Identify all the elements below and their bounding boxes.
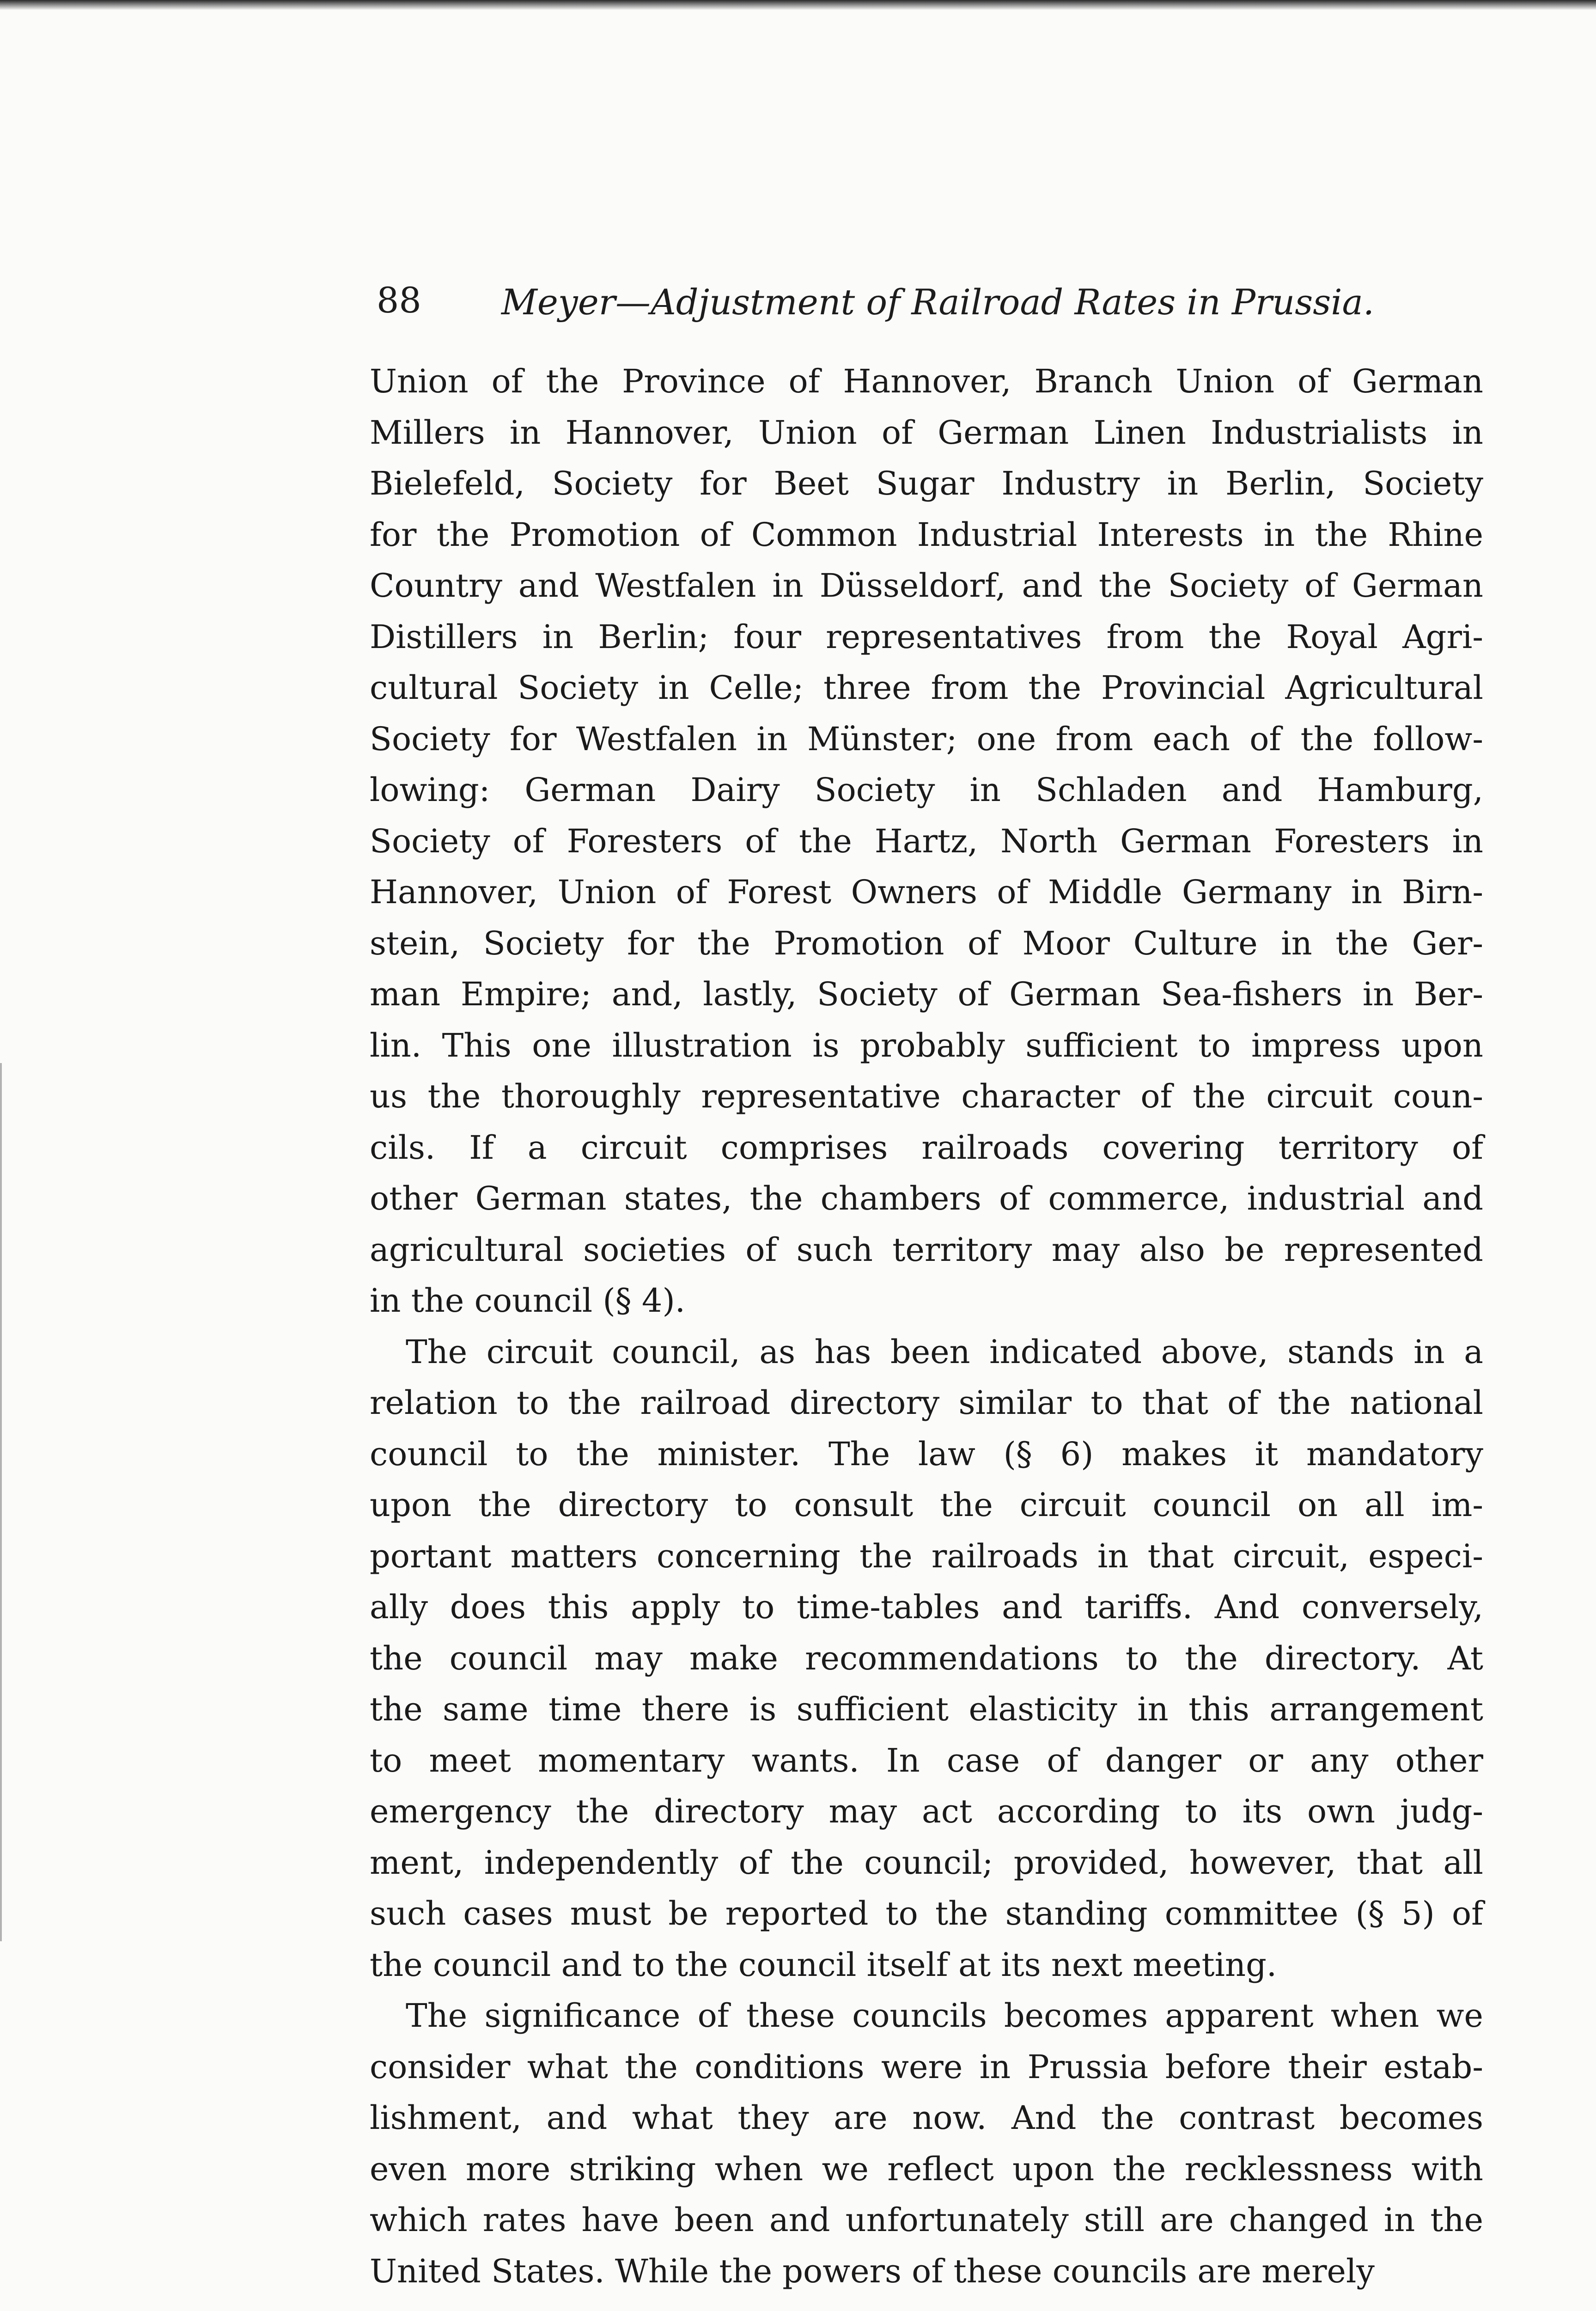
- text-line: man Empire; and, lastly, Society of German Sea-fishers in Ber-: [370, 975, 1483, 1013]
- text-line: ally does this apply to time-tables and tariffs. And conversely,: [370, 1588, 1483, 1626]
- text-line: The circuit council, as has been indicated above, stands in a: [406, 1333, 1483, 1371]
- text-line: the council may make recommendations to the directory. At: [370, 1639, 1483, 1677]
- text-line: cils. If a circuit comprises railroads covering territory of: [370, 1128, 1483, 1167]
- text-line: Bielefeld, Society for Beet Sugar Industry in Berlin, Society: [370, 465, 1483, 502]
- text-line: lin. This one illustration is probably sufficient to impress upon: [370, 1026, 1483, 1064]
- text-line: ment, independently of the council; provided, however, that all: [370, 1843, 1483, 1882]
- text-line: the same time there is sufficient elasticity in this arrangement: [370, 1690, 1483, 1728]
- text-line: Distillers in Berlin; four representatives from the Royal Agri-: [370, 617, 1483, 656]
- text-line: us the thoroughly representative character of the circuit coun-: [370, 1077, 1483, 1115]
- text-line: Society of Foresters of the Hartz, North German Foresters in: [370, 822, 1483, 860]
- text-line: The significance of these councils becomes apparent when we: [406, 1997, 1483, 2035]
- text-line: other German states, the chambers of commerce, industrial and: [370, 1180, 1483, 1217]
- text-line: emergency the directory may act according to its own judg-: [370, 1792, 1483, 1830]
- text-line: agricultural societies of such territory may also be represented: [370, 1230, 1483, 1269]
- text-line: Country and Westfalen in Düsseldorf, and the Society of German: [370, 567, 1483, 605]
- text-line: stein, Society for the Promotion of Moor Culture in the Ger-: [370, 924, 1483, 962]
- text-line: consider what the conditions were in Prussia before their estab-: [370, 2048, 1483, 2086]
- paragraph-significance: [370, 1990, 1483, 2297]
- body-text: [370, 356, 1483, 2297]
- page-header: [377, 268, 1375, 337]
- text-line: in the council (§ 4).: [370, 1282, 686, 1320]
- text-line: Millers in Hannover, Union of German Linen Industrialists in: [370, 413, 1483, 452]
- text-line: which rates have been and unfortunately still are changed in the: [370, 2201, 1483, 2239]
- text-line: council to the minister. The law (§ 6) makes it mandatory: [370, 1435, 1483, 1473]
- paragraph-circuit-council: [370, 1327, 1483, 1991]
- scan-left-edge-mark: [0, 1063, 8, 1941]
- text-line: portant matters concerning the railroads in that circuit, especi-: [370, 1537, 1483, 1575]
- text-line: upon the directory to consult the circuit council on all im-: [370, 1486, 1483, 1524]
- text-line: to meet momentary wants. In case of danger or any other: [370, 1741, 1483, 1779]
- text-line: Hannover, Union of Forest Owners of Middle Germany in Birn-: [370, 873, 1483, 911]
- text-line: for the Promotion of Common Industrial Interests in the Rhine: [370, 515, 1483, 554]
- text-line: cultural Society in Celle; three from the Provincial Agricultural: [370, 669, 1483, 707]
- text-line: lishment, and what they are now. And the contrast becomes: [370, 2099, 1483, 2137]
- paragraph-continuation: [370, 356, 1483, 1327]
- scan-top-edge: [0, 0, 1596, 10]
- text-line: Society for Westfalen in Münster; one from each of the follow-: [370, 720, 1483, 758]
- text-line: such cases must be reported to the standing committee (§ 5) of: [370, 1895, 1483, 1932]
- text-line: Union of the Province of Hannover, Branch Union of German: [370, 362, 1483, 400]
- text-line: United States. While the powers of these councils are merely: [370, 2252, 1375, 2290]
- text-line: relation to the railroad directory similar to that of the national: [370, 1384, 1483, 1422]
- text-line: lowing: German Dairy Society in Schladen and Hamburg,: [370, 771, 1483, 809]
- running-title: Meyer—Adjustment of Railroad Rates in Prussia.: [501, 281, 1375, 323]
- text-line: the council and to the council itself at its next meeting.: [370, 1945, 1277, 1984]
- page-number: 88: [377, 280, 421, 321]
- text-line: even more striking when we reflect upon the recklessness with: [370, 2150, 1483, 2188]
